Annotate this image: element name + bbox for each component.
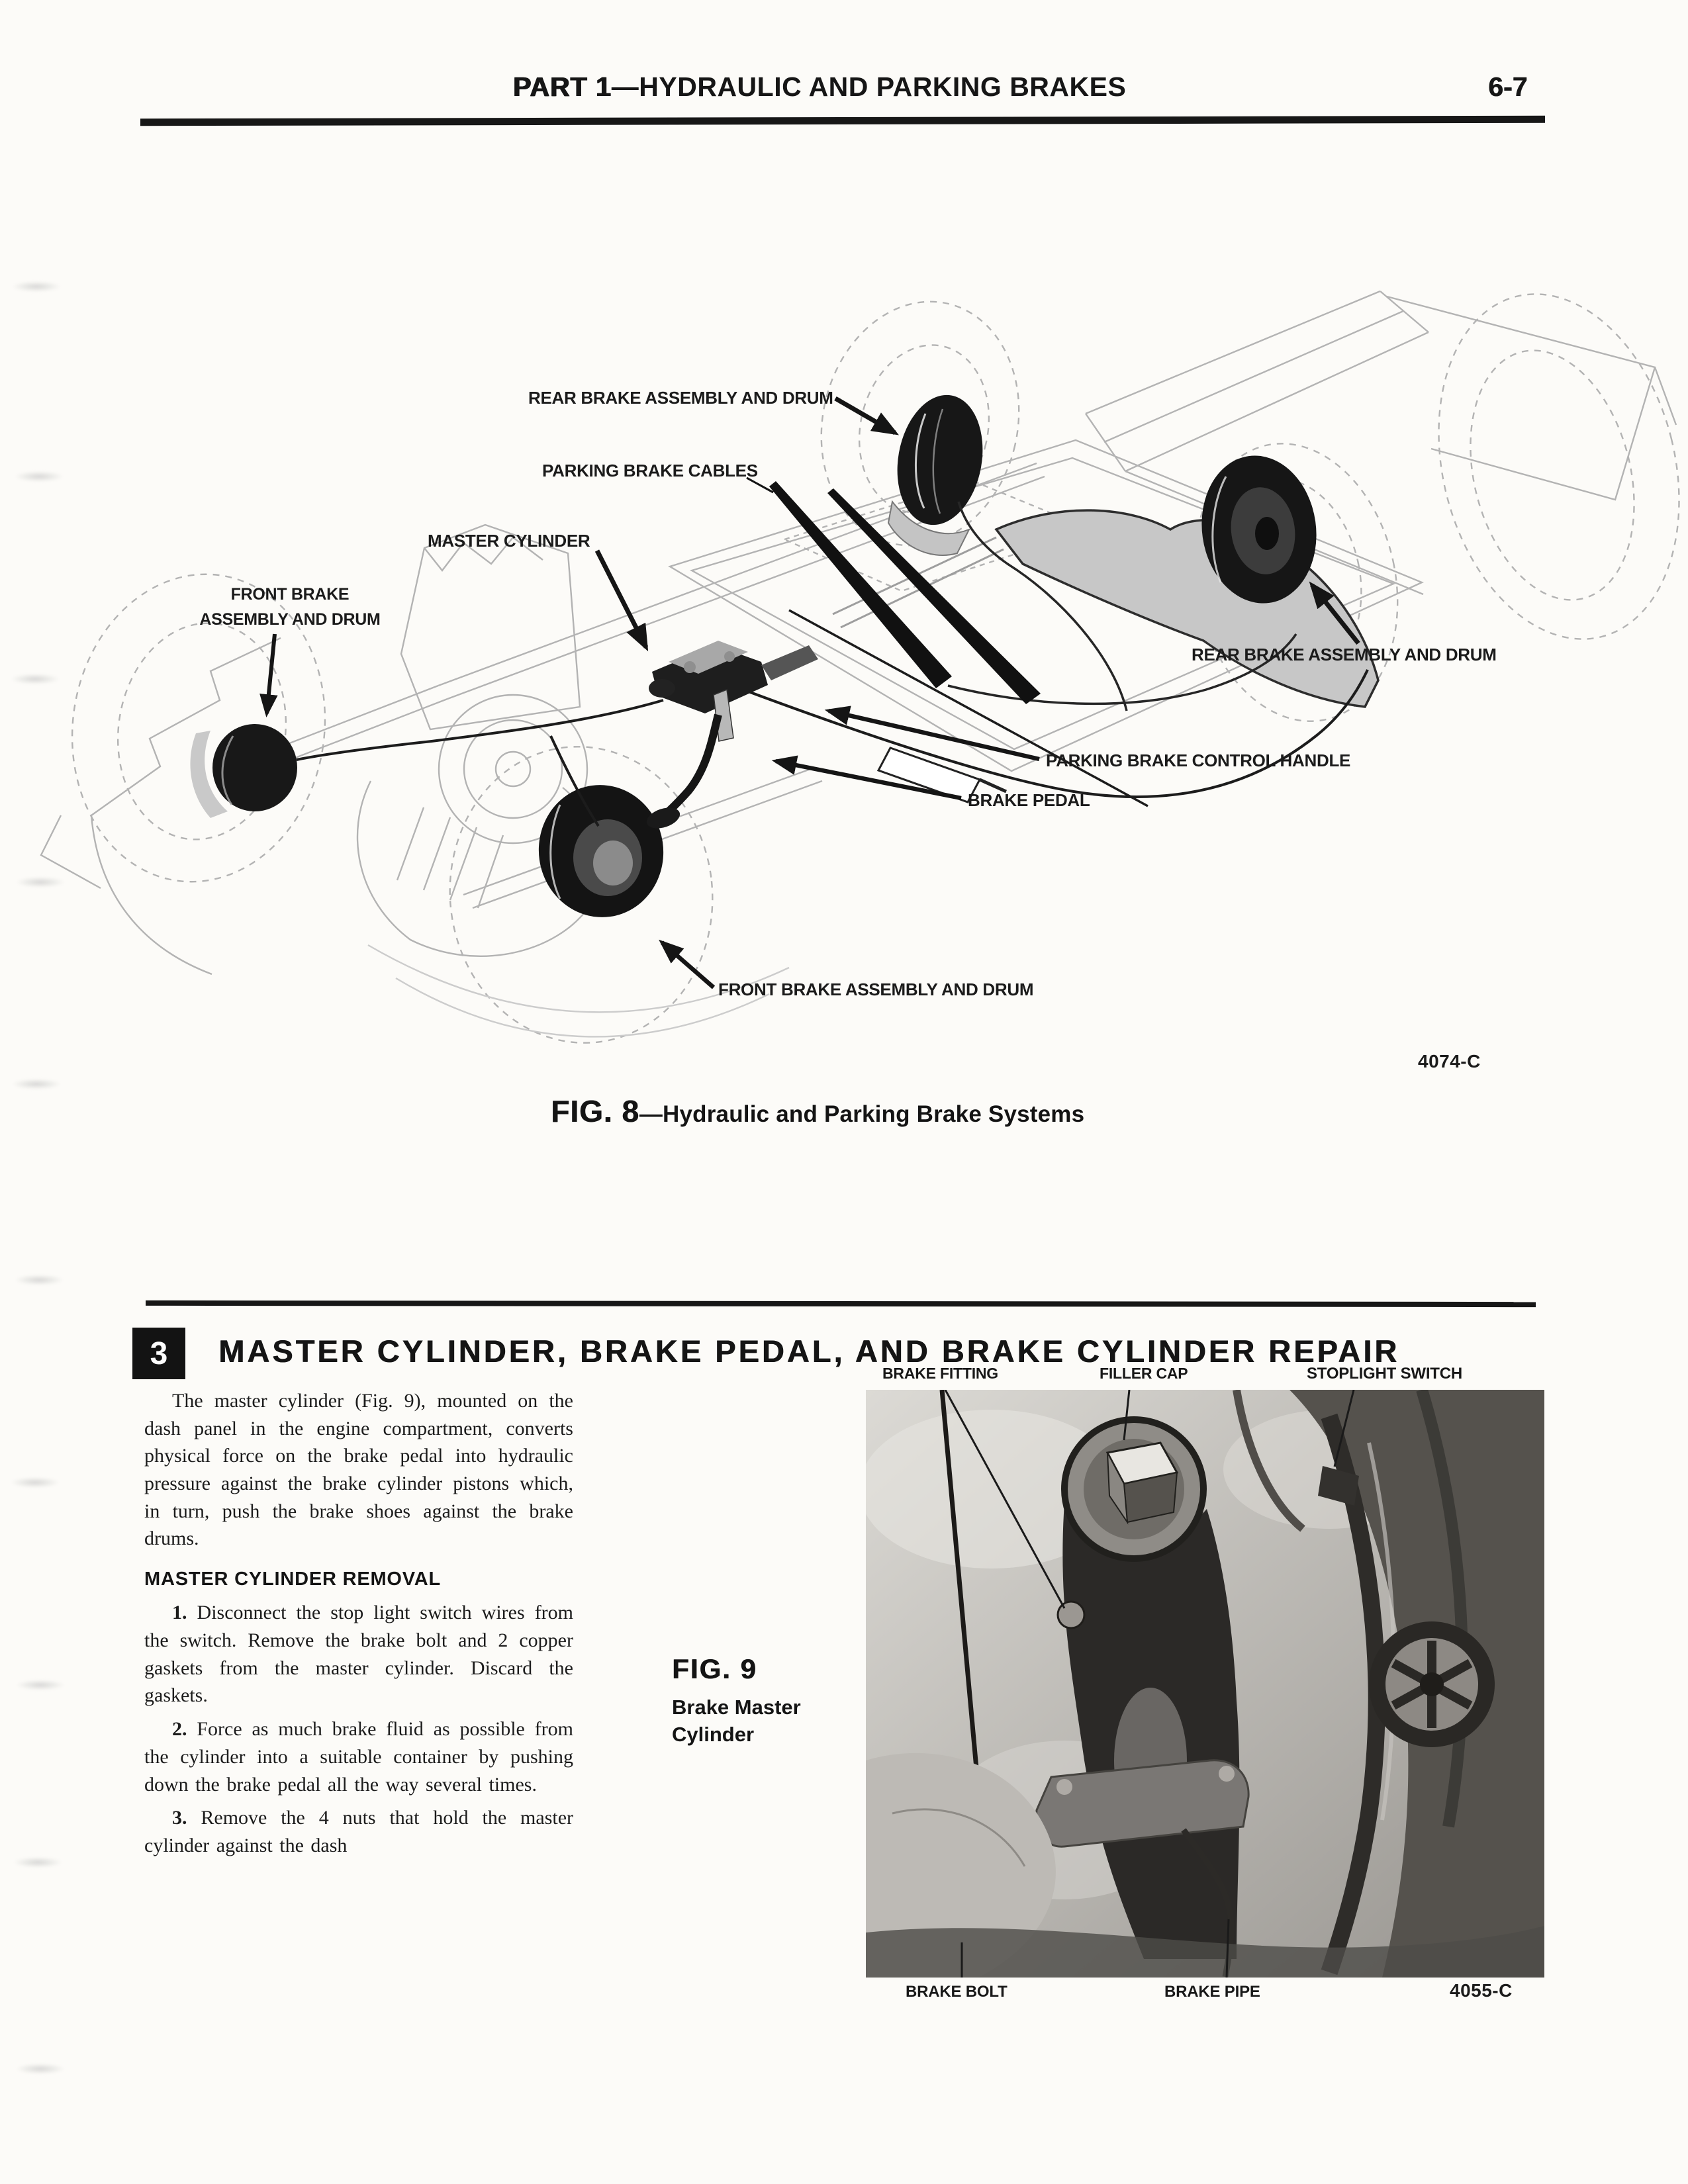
master-cylinder-assembly <box>644 641 1006 832</box>
fig8-label-master-cylinder: MASTER CYLINDER <box>428 531 590 551</box>
step-text: Force as much brake fluid as possible from the cylinder into a suitable container by pushing down the brake pedal all the way several times. <box>144 1718 573 1796</box>
step-text: Disconnect the stop light switch wires from the switch. Remove the brake bolt and 2 copper gaskets from the master cylinder. Discard the gaskets. <box>144 1602 574 1707</box>
section-number-badge: 3 <box>132 1328 185 1379</box>
fig9-label-filler-cap: FILLER CAP <box>1100 1365 1188 1382</box>
fig8-label-front-left-line2: ASSEMBLY AND DRUM <box>199 610 381 629</box>
step-text: Remove the 4 nuts that hold the master cylinder against the dash <box>144 1807 574 1856</box>
brake-fitting <box>1058 1602 1084 1628</box>
header-part-number: PART 1 <box>513 71 612 102</box>
fig8-caption-text: —Hydraulic and Parking Brake Systems <box>639 1101 1085 1127</box>
fig8-label-rear-brake-right: REAR BRAKE ASSEMBLY AND DRUM <box>1192 645 1497 664</box>
removal-heading: MASTER CYLINDER REMOVAL <box>144 1569 442 1590</box>
step-item <box>144 1804 573 1859</box>
fig9-label-brake-pipe: BRAKE PIPE <box>1164 1983 1260 2001</box>
scan-artifact <box>13 1857 62 1868</box>
step-number: 2. <box>172 1718 187 1741</box>
body-text-column <box>144 1387 573 1860</box>
parking-brake-handle <box>878 748 980 802</box>
fig8-caption <box>551 1093 1084 1129</box>
fig8-label-front-left-line1: FRONT BRAKE <box>230 585 350 604</box>
fig9-label-stoplight-switch: STOPLIGHT SWITCH <box>1307 1365 1463 1383</box>
fig8-caption-number: FIG. 8 <box>551 1094 639 1128</box>
step-number: 3. <box>172 1807 187 1829</box>
scan-artifact <box>16 1680 65 1690</box>
intro-paragraph: The master cylinder (Fig. 9), mounted on the dash panel in the engine compartment, converts physical force on the brake pedal into hydraulic pressure against the brake cylinder pistons which, in turn, push the brake shoes against the brake drums. <box>144 1390 573 1550</box>
fig9-label-brake-fitting: BRAKE FITTING <box>882 1365 998 1382</box>
fig9-caption <box>672 1653 801 1749</box>
fig8-label-control-handle: PARKING BRAKE CONTROL HANDLE <box>1046 751 1351 770</box>
step-item <box>144 1715 573 1798</box>
fig8-part-code: 4074-C <box>1418 1051 1481 1071</box>
brake-drums <box>212 388 1326 926</box>
fig8-labels <box>199 388 1496 999</box>
fig9-caption-number: FIG. 9 <box>672 1653 757 1684</box>
fig8-label-parking-cables: PARKING BRAKE CABLES <box>542 461 758 480</box>
scan-artifact <box>16 2064 65 2074</box>
pulley <box>1369 1621 1495 1747</box>
step-item <box>144 1599 573 1709</box>
fig9-caption-line1: Brake Master <box>672 1696 801 1719</box>
fig9-part-code: 4055-C <box>1450 1980 1513 2001</box>
fig8-label-rear-brake-top: REAR BRAKE ASSEMBLY AND DRUM <box>528 388 833 408</box>
section-title: MASTER CYLINDER, BRAKE PEDAL, AND BRAKE CYLINDER REPAIR <box>218 1334 1400 1369</box>
fig9-photo <box>866 1390 1544 1978</box>
fig9-caption-line2: Cylinder <box>672 1722 755 1746</box>
fig8-label-brake-pedal: BRAKE PEDAL <box>968 790 1090 810</box>
fig8-label-front-bottom: FRONT BRAKE ASSEMBLY AND DRUM <box>718 979 1034 999</box>
scan-artifact <box>11 1477 60 1488</box>
fig9-label-brake-bolt: BRAKE BOLT <box>906 1983 1008 2001</box>
step-number: 1. <box>172 1602 187 1624</box>
page-number: 6-7 <box>1488 71 1528 102</box>
header-title-rest: —HYDRAULIC AND PARKING BRAKES <box>611 71 1127 102</box>
